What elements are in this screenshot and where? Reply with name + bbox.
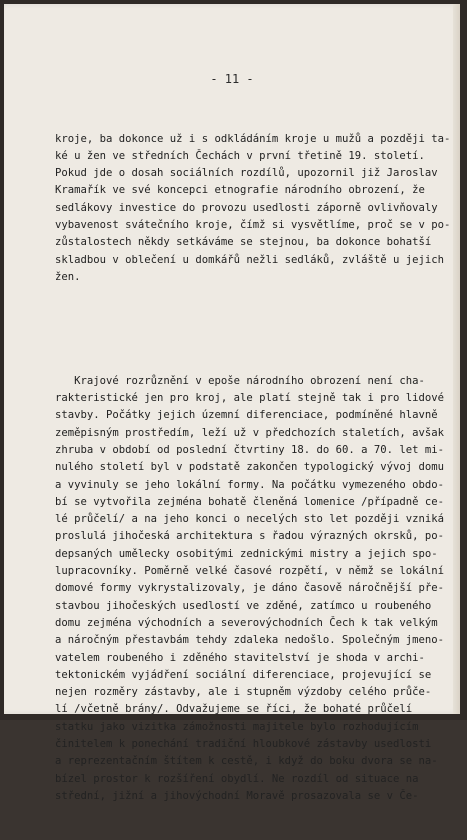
text-line: zhruba v období od poslední čtvrtiny 18. do 60. a 70. let mi- xyxy=(55,443,445,456)
text-line: Pokud jde o dosah sociálních rozdílů, upozornil již Jaroslav xyxy=(55,167,438,180)
text-line: statku jako vizitka zámožnosti majitele bylo rozhodujícím xyxy=(55,720,419,733)
text-line: tektonickém vyjádření sociální diferenciace, projevující se xyxy=(55,668,432,681)
text-line: a vyvinuly se jeho lokální formy. Na počátku vymezeného obdo- xyxy=(55,478,445,491)
page-number: - 11 - xyxy=(210,72,254,86)
text-line: a reprezentačním štítem k cestě, i když do boku dvora se na- xyxy=(55,755,438,768)
text-line: domu zejména východních a severovýchodních Čech k tak velkým xyxy=(55,616,438,629)
text-line: proslulá jihočeská architektura s řadou výrazných okrsků, po- xyxy=(55,530,445,543)
text-line: střední, jižní a jihovýchodní Moravě prosazovala se v Če- xyxy=(55,789,419,802)
text-line: lé průčelí/ a na jeho konci o necelých sto let později vzniká xyxy=(55,513,445,526)
text-line: stavby. Počátky jejich územní diferenciace, podmíněné hlavně xyxy=(55,409,438,422)
text-line: ké u žen ve středních Čechách v první třetině 19. století. xyxy=(55,149,425,162)
text-line: kroje, ba dokonce už i s odkládáním kroje u mužů a později ta- xyxy=(55,132,451,145)
text-line: rakteristické jen pro kroj, ale platí stejně tak i pro lidové xyxy=(55,392,445,405)
text-line: nejen rozměry zástavby, ale i stupněm výzdoby celého průče- xyxy=(55,686,432,699)
paragraph-gap xyxy=(55,321,411,338)
page-edge xyxy=(453,4,460,714)
text-line: stavbou jihočeských usedlostí ve zděné, zatímco u roubeného xyxy=(55,599,432,612)
text-line: domové formy vykrystalizovaly, je dáno časově náročnější pře- xyxy=(55,582,445,595)
text-line: Kramařík ve své koncepci etnografie národního obrození, že xyxy=(55,184,425,197)
text-line: zeměpisným prostředím, leží už v předchozích staletích, avšak xyxy=(55,426,445,439)
text-line: depsaných umělecky osobitými zednickými mistry a jejich spo- xyxy=(55,547,438,560)
text-line: činitelem k ponechání tradiční hloubkové zástavby usedlosti xyxy=(55,737,432,750)
paragraph-2 xyxy=(55,373,445,805)
text-line: Krajové rozrůznění v epoše národního obrození není cha- xyxy=(55,374,425,387)
text-line: lí /včetně brány/. Odvažujeme se říci, že bohaté průčelí xyxy=(55,703,413,716)
text-line: lupracovníky. Poměrně velké časové rozpětí, v němž se lokální xyxy=(55,565,445,578)
text-line: vatelem roubeného i zděného stavitelství je shoda v archi- xyxy=(55,651,425,664)
paragraph-1 xyxy=(55,131,451,287)
text-line: vybavenost svátečního kroje, čímž si vysvětlíme, proč se v po- xyxy=(55,219,451,232)
text-line: sedlákovy investice do provozu usedlosti záporně ovlivňovaly xyxy=(55,201,438,214)
text-line: nulého století byl v podstatě zakončen typologický vývoj domu xyxy=(55,461,445,474)
body-text xyxy=(55,96,451,840)
text-line: žen. xyxy=(55,270,81,283)
document-page xyxy=(4,4,460,802)
text-line: skladbou v oblečení u domkářů nežli sedláků, zvláště u jejich xyxy=(55,253,445,266)
text-line: a náročným přestavbám tehdy zdaleka nedošlo. Společným jmeno- xyxy=(55,634,445,647)
text-line: bízel prostor k rozšíření obydlí. Ne rozdíl od situace na xyxy=(55,772,419,785)
text-line: bí se vytvořila zejména bohatě členěná lomenice /případně ce- xyxy=(55,495,445,508)
text-line: zůstalostech někdy setkáváme se stejnou, ba dokonce bohatší xyxy=(55,236,432,249)
